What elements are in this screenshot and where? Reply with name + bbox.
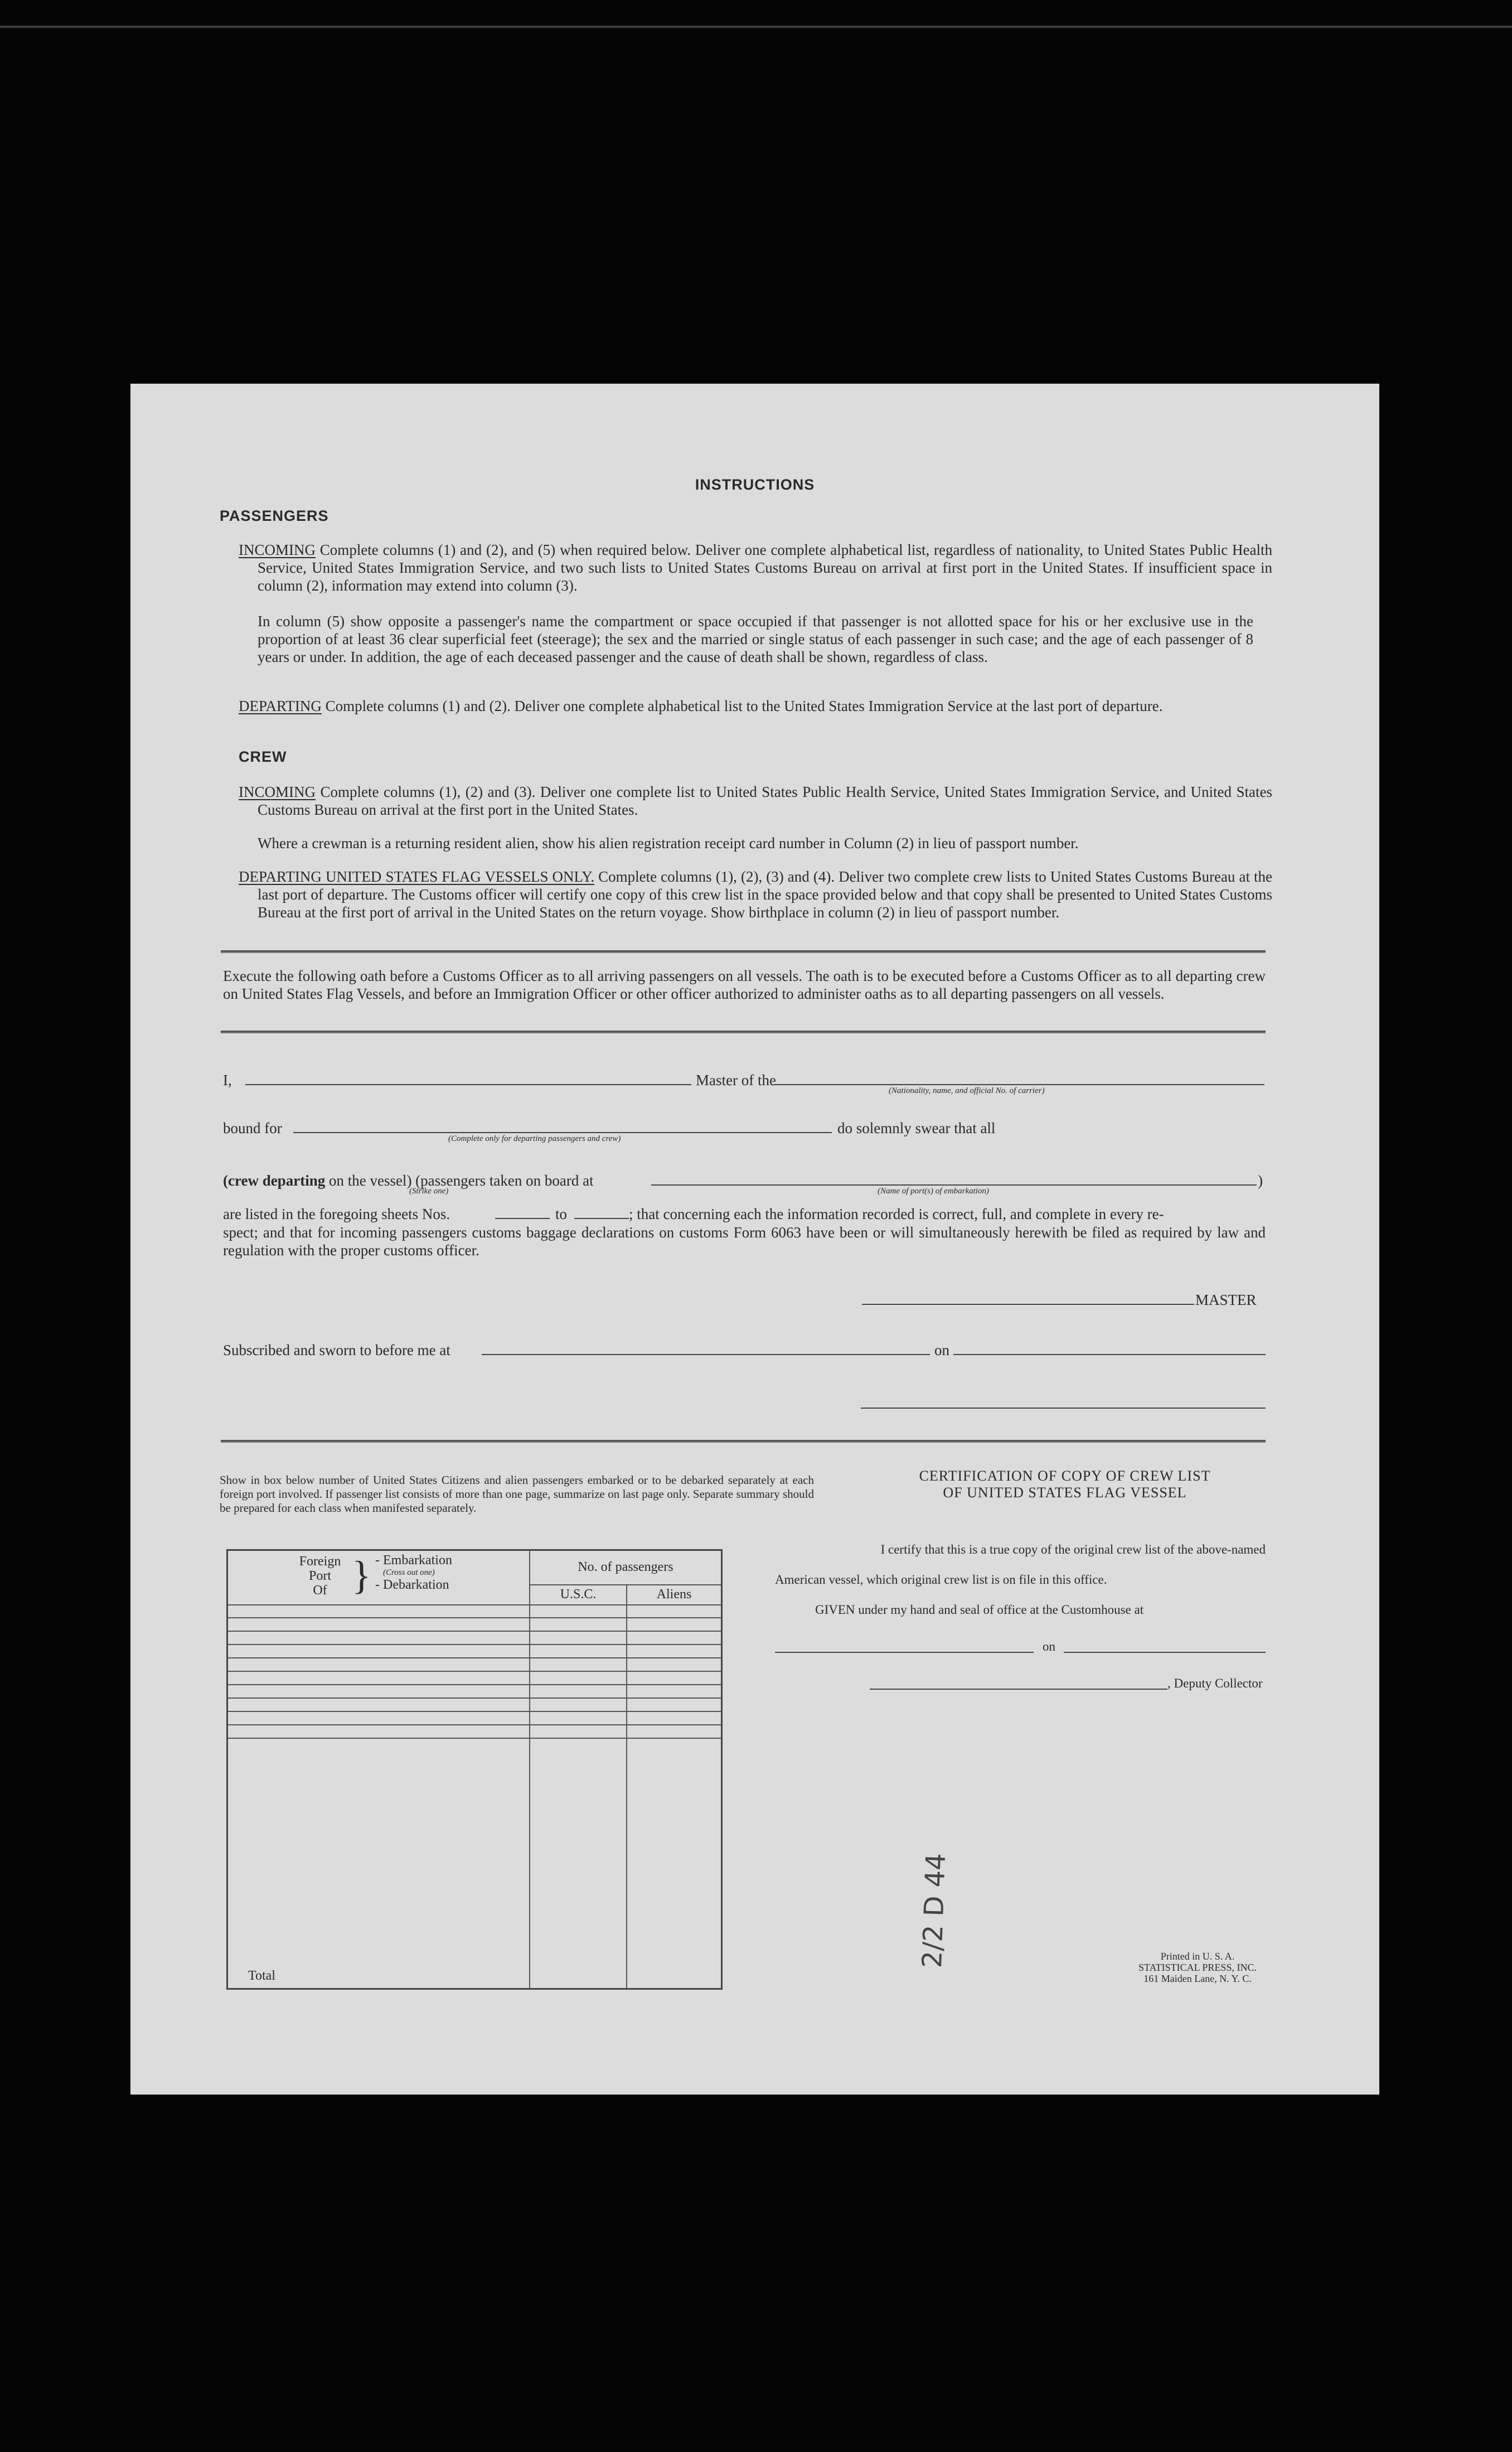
sheet-to-field[interactable]	[574, 1218, 629, 1219]
cross-out-caption: (Cross out one)	[383, 1568, 435, 1577]
table-row[interactable]	[227, 1725, 722, 1738]
table-row[interactable]	[227, 1618, 722, 1631]
debarkation-label: - Debarkation	[375, 1578, 449, 1592]
bound-for-label: bound for	[223, 1120, 282, 1136]
embarkation-label: - Embarkation	[375, 1553, 452, 1568]
passengers-heading: PASSENGERS	[220, 507, 329, 524]
no-of-passengers-header: No. of passengers	[530, 1550, 722, 1585]
table-row[interactable]	[227, 1645, 722, 1658]
sheets-text-c: spect; and that for incoming passengers customs baggage declarations on customs Form 6063 have been or will simultaneously herewith be filed as required by law and regulation with the proper customs officer.	[223, 1224, 1266, 1259]
crew-incoming-paragraph	[239, 783, 1272, 819]
ports-caption: (Name of port(s) of embarkation)	[878, 1187, 989, 1196]
master-label: MASTER	[1195, 1292, 1257, 1308]
form-sheet	[130, 384, 1379, 2095]
crew-heading: CREW	[239, 748, 287, 765]
customhouse-field[interactable]	[775, 1652, 1034, 1653]
table-row[interactable]	[227, 1711, 722, 1725]
sheet-from-field[interactable]	[495, 1218, 550, 1219]
certify-line1: I certify that this is a true copy of the original crew list of the above-named	[880, 1542, 1266, 1556]
embarkation-ports-field[interactable]	[651, 1184, 1257, 1186]
brace: }	[352, 1553, 371, 1598]
crew-departing-label: DEPARTING UNITED STATES FLAG VESSELS ONLY.	[239, 868, 595, 885]
summary-instruction: Show in box below number of United States Citizens and alien passengers embarked or to be debarked separately at each foreign port involved. If passenger list consists of more than one page, summarize on last page only. Separate summary should be prepared for each class when manifested separately.	[220, 1473, 814, 1515]
printer-line3: 161 Maiden Lane, N. Y. C.	[1143, 1973, 1252, 1984]
crew-incoming-text: Complete columns (1), (2) and (3). Deliver one complete list to United States Public Health Service, United States Immigration Service, and United States Customs Bureau on arrival at the first port in the United States.	[258, 784, 1272, 818]
passengers-departing-label: DEPARTING	[239, 698, 322, 714]
usc-header: U.S.C.	[530, 1585, 627, 1605]
table-row[interactable]	[227, 1685, 722, 1698]
foreign-port-header	[227, 1550, 530, 1605]
subscribed-label: Subscribed and sworn to before me at	[223, 1342, 450, 1358]
passengers-incoming-text: Complete columns (1) and (2), and (5) when required below. Deliver one complete alphabetical list, regardless of nationality, to United States Public Health Service, United States Immigration Service, and two such lists to United States Customs Bureau on arrival at first port in the United States. If insufficient space in column (2), information may extend into column (3).	[258, 541, 1272, 594]
certification-title-line2: OF UNITED STATES FLAG VESSEL	[943, 1484, 1187, 1501]
total-label: Total	[227, 1738, 530, 1989]
handwritten-note: 2/2 D 44	[917, 1853, 952, 1969]
foreign-label: Foreign	[299, 1554, 341, 1569]
crew-departing-paragraph	[239, 868, 1272, 921]
crew-alien-paragraph: Where a crewman is a returning resident alien, show his alien registration receipt card number in Column (2) in lieu of passport number.	[258, 835, 1079, 852]
passengers-departing-paragraph	[239, 697, 1272, 715]
table-row[interactable]	[227, 1631, 722, 1645]
carrier-caption: (Nationality, name, and official No. of carrier)	[889, 1086, 1045, 1095]
certify-line2: American vessel, which original crew list is on file in this office.	[775, 1573, 1107, 1587]
master-of-the-label: Master of the	[696, 1072, 776, 1089]
bound-for-caption: (Complete only for departing passengers and crew)	[448, 1134, 621, 1143]
sheets-to-label: to	[555, 1206, 568, 1222]
instructions-title: INSTRUCTIONS	[695, 476, 815, 493]
sheets-text-b: ; that concerning each the information recorded is correct, full, and complete in every re-	[629, 1206, 1164, 1222]
printer-line1: Printed in U. S. A.	[1160, 1951, 1235, 1962]
divider-bottom	[221, 1440, 1266, 1443]
certification-on-label: on	[1043, 1639, 1055, 1653]
oath-instruction: Execute the following oath before a Customs Officer as to all arriving passengers on all vessels. The oath is to be executed before a Customs Officer as to all departing crew on United States Flag Vessels, and before an Immigration Officer or other officer authorized to administer oaths as to all departing passengers on all vessels.	[223, 968, 1266, 1002]
oath-i-label: I,	[223, 1072, 232, 1089]
passenger-summary-table	[226, 1549, 723, 1990]
port-label: Port	[308, 1569, 331, 1583]
solemnly-swear-text: do solemnly swear that all	[837, 1120, 996, 1136]
divider-oath	[221, 1031, 1266, 1033]
master-signature-field[interactable]	[862, 1304, 1194, 1305]
scan-border-line	[0, 26, 1512, 28]
aliens-header: Aliens	[627, 1585, 722, 1605]
passengers-departing-text: Complete columns (1) and (2). Deliver one complete alphabetical list to the United States Immigration Service at the last port of departure.	[321, 698, 1163, 714]
table-row-total[interactable]	[227, 1738, 722, 1989]
certification-title-line1: CERTIFICATION OF COPY OF CREW LIST	[919, 1468, 1211, 1484]
printer-line2: STATISTICAL PRESS, INC.	[1138, 1962, 1257, 1973]
passengers-column5-paragraph: In column (5) show opposite a passenger's name the compartment or space occupied if that passenger is not allotted space for his or her exclusive use in the proportion of at least 36 clear superficial feet (steerage); the sex and the married or single status of each passenger in such case; and the age of each passenger of 8 years or under. In addition, the age of each deceased passenger and the cause of death shall be shown, regardless of class.	[258, 613, 1253, 665]
crew-departing-text: Complete columns (1), (2), (3) and (4). Deliver two complete crew lists to United States Customs Bureau at the last port of departure. The Customs officer will certify one copy of this crew list in the space provided below and that copy shall be presented to United States Customs Bureau at the first port of arrival in the United States on the return voyage. Show birthplace in column (2) in lieu of passport number.	[258, 868, 1272, 921]
table-row[interactable]	[227, 1605, 722, 1618]
crew-departing-bold: (crew departing	[223, 1172, 326, 1189]
of-label: Of	[313, 1583, 327, 1598]
subscribed-date-field[interactable]	[953, 1354, 1266, 1355]
subscribed-on-label: on	[934, 1342, 949, 1358]
subscribed-place-field[interactable]	[482, 1354, 930, 1355]
carrier-field[interactable]	[774, 1084, 1264, 1085]
close-paren: )	[1258, 1172, 1263, 1189]
on-the-vessel-text: on the vessel) (passengers taken on board at	[325, 1172, 594, 1189]
crew-incoming-label: INCOMING	[239, 784, 316, 800]
certification-date-field[interactable]	[1064, 1652, 1266, 1653]
bound-for-field[interactable]	[293, 1132, 832, 1133]
sheets-text-a: are listed in the foregoing sheets Nos.	[223, 1206, 450, 1222]
given-under-text: GIVEN under my hand and seal of office at the Customhouse at	[815, 1603, 1144, 1617]
master-name-field[interactable]	[245, 1084, 691, 1085]
table-row[interactable]	[227, 1658, 722, 1671]
deputy-collector-label: , Deputy Collector	[1167, 1676, 1263, 1690]
table-row[interactable]	[227, 1671, 722, 1685]
officer-signature-field[interactable]	[861, 1408, 1266, 1409]
table-row[interactable]	[227, 1698, 722, 1711]
deputy-collector-signature-field[interactable]	[870, 1689, 1167, 1690]
strike-one-caption: (Strike one)	[409, 1187, 449, 1196]
crew-departing-option	[223, 1172, 594, 1189]
passengers-incoming-paragraph	[239, 541, 1272, 594]
passengers-incoming-label: INCOMING	[239, 541, 316, 558]
divider-top	[221, 950, 1266, 953]
